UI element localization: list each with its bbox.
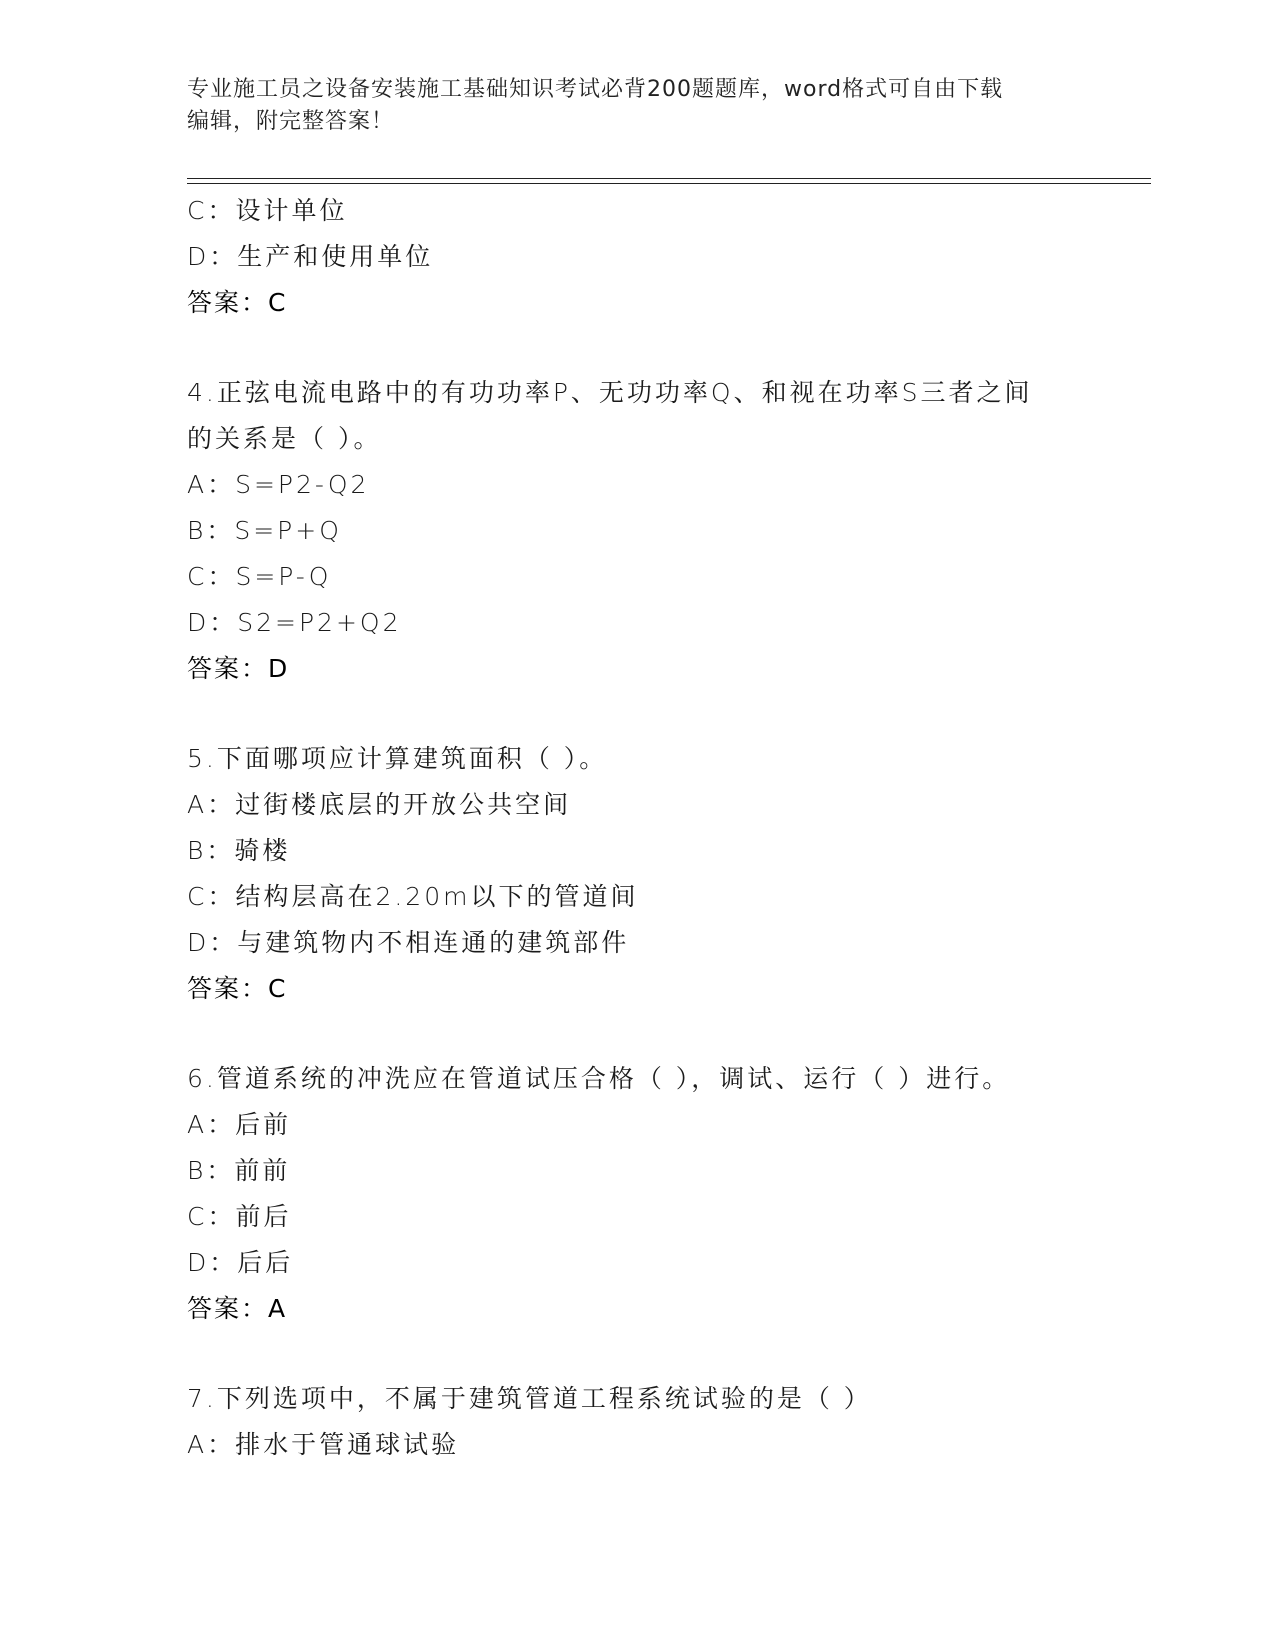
option-d: D：生产和使用单位: [187, 242, 434, 271]
option-b: B：前前: [187, 1156, 291, 1185]
spacer: [187, 692, 1147, 736]
option-a: A：S=P2-Q2: [187, 470, 370, 499]
question-list: [187, 188, 1147, 1468]
question-stem-continued: 的关系是（ ）。: [187, 424, 382, 453]
question-5: [187, 736, 1147, 1012]
question-stem: 7.下列选项中，不属于建筑管道工程系统试验的是（ ）: [187, 1384, 872, 1413]
question-stem: 5.下面哪项应计算建筑面积（ ）。: [187, 744, 608, 773]
option-a: A：排水于管通球试验: [187, 1430, 460, 1459]
header-title-line-2: 编辑，附完整答案！: [187, 109, 395, 134]
question-4: [187, 370, 1147, 692]
question-stem: 4.正弦电流电路中的有功功率P、无功功率Q、和视在功率S三者之间: [187, 378, 1033, 407]
spacer: [187, 326, 1147, 370]
option-a: A：后前: [187, 1110, 292, 1139]
option-c: C：结构层高在2.20m以下的管道间: [187, 882, 639, 911]
question-stem: 6.管道系统的冲洗应在管道试压合格（ ），调试、运行（ ）进行。: [187, 1064, 1011, 1093]
question-3-tail: [187, 188, 1147, 326]
answer-line: 答案：C: [187, 288, 288, 317]
option-c: C：S=P-Q: [187, 562, 332, 591]
header-divider-bottom: [187, 183, 1151, 184]
question-6: [187, 1056, 1147, 1332]
spacer: [187, 1012, 1147, 1056]
option-b: B：S=P+Q: [187, 516, 342, 545]
option-d: D：与建筑物内不相连通的建筑部件: [187, 928, 630, 957]
header-title-line-1: 专业施工员之设备安装施工基础知识考试必背200题题库，word格式可自由下载: [187, 77, 1004, 102]
header-divider-top: [187, 178, 1151, 179]
document-header: [187, 74, 1087, 138]
option-b: B：骑楼: [187, 836, 291, 865]
spacer: [187, 1332, 1147, 1376]
option-d: D：S2=P2+Q2: [187, 608, 402, 637]
option-c: C：前后: [187, 1202, 292, 1231]
option-c: C：设计单位: [187, 196, 348, 225]
option-d: D：后后: [187, 1248, 294, 1277]
answer-line: 答案：D: [187, 654, 290, 683]
answer-line: 答案：A: [187, 1294, 288, 1323]
answer-line: 答案：C: [187, 974, 288, 1003]
question-7: [187, 1376, 1147, 1468]
option-a: A：过街楼底层的开放公共空间: [187, 790, 572, 819]
